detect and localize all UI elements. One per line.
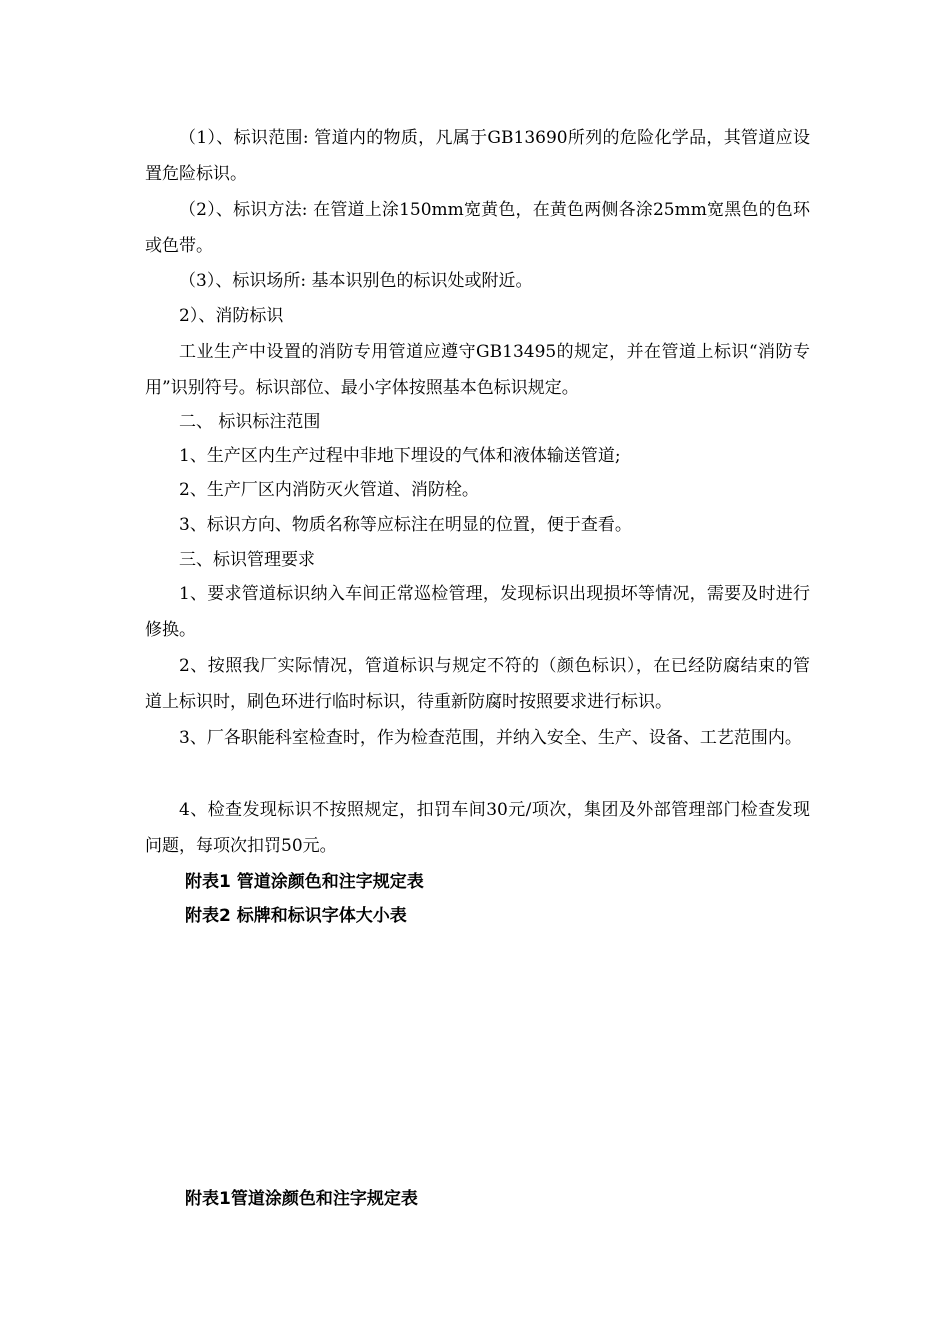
paragraph-scope-item-1: 1、生产区内生产过程中非地下埋设的气体和液体输送管道; bbox=[179, 446, 621, 466]
attachment-2-label: 附表2 标牌和标识字体大小表 bbox=[185, 906, 407, 926]
paragraph-management-item-2: 2、按照我厂实际情况，管道标识与规定不符的（颜色标识），在已经防腐结束的管道上标识时，刷色环进行临时标识，待重新防腐时按照要求进行标识。 bbox=[145, 656, 810, 712]
section-heading-management: 三、标识管理要求 bbox=[179, 550, 315, 570]
section-heading-scope: 二、 标识标注范围 bbox=[179, 412, 321, 432]
paragraph-marking-location: （3）、标识场所: 基本识别色的标识处或附近。 bbox=[179, 271, 533, 291]
paragraph-scope-item-3: 3、标识方向、物质名称等应标注在明显的位置，便于查看。 bbox=[179, 515, 632, 535]
paragraph-management-item-1: 1、要求管道标识纳入车间正常巡检管理，发现标识出现损坏等情况，需要及时进行修换。 bbox=[145, 584, 810, 640]
paragraph-hazard-scope: （1）、标识范围: 管道内的物质，凡属于GB13690所列的危险化学品，其管道应设置危险标识。 bbox=[145, 128, 810, 184]
attachment-1-section-heading: 附表1管道涂颜色和注字规定表 bbox=[185, 1189, 418, 1209]
paragraph-management-item-4: 4、检查发现标识不按照规定，扣罚车间30元/项次，集团及外部管理部门检查发现问题，每项次扣罚50元。 bbox=[145, 800, 810, 856]
paragraph-marking-method: （2）、标识方法: 在管道上涂150mm宽黄色，在黄色两侧各涂25mm宽黑色的色环或色带。 bbox=[145, 200, 810, 256]
paragraph-fire-marking-body: 工业生产中设置的消防专用管道应遵守GB13495的规定，并在管道上标识“消防专用”识别符号。标识部位、最小字体按照基本色标识规定。 bbox=[145, 342, 810, 398]
paragraph-management-item-3: 3、厂各职能科室检查时，作为检查范围，并纳入安全、生产、设备、工艺范围内。 bbox=[179, 728, 802, 748]
paragraph-scope-item-2: 2、生产厂区内消防灭火管道、消防栓。 bbox=[179, 480, 479, 500]
paragraph-fire-marking-heading: 2）、消防标识 bbox=[179, 306, 284, 326]
attachment-1-label: 附表1 管道涂颜色和注字规定表 bbox=[185, 872, 424, 892]
